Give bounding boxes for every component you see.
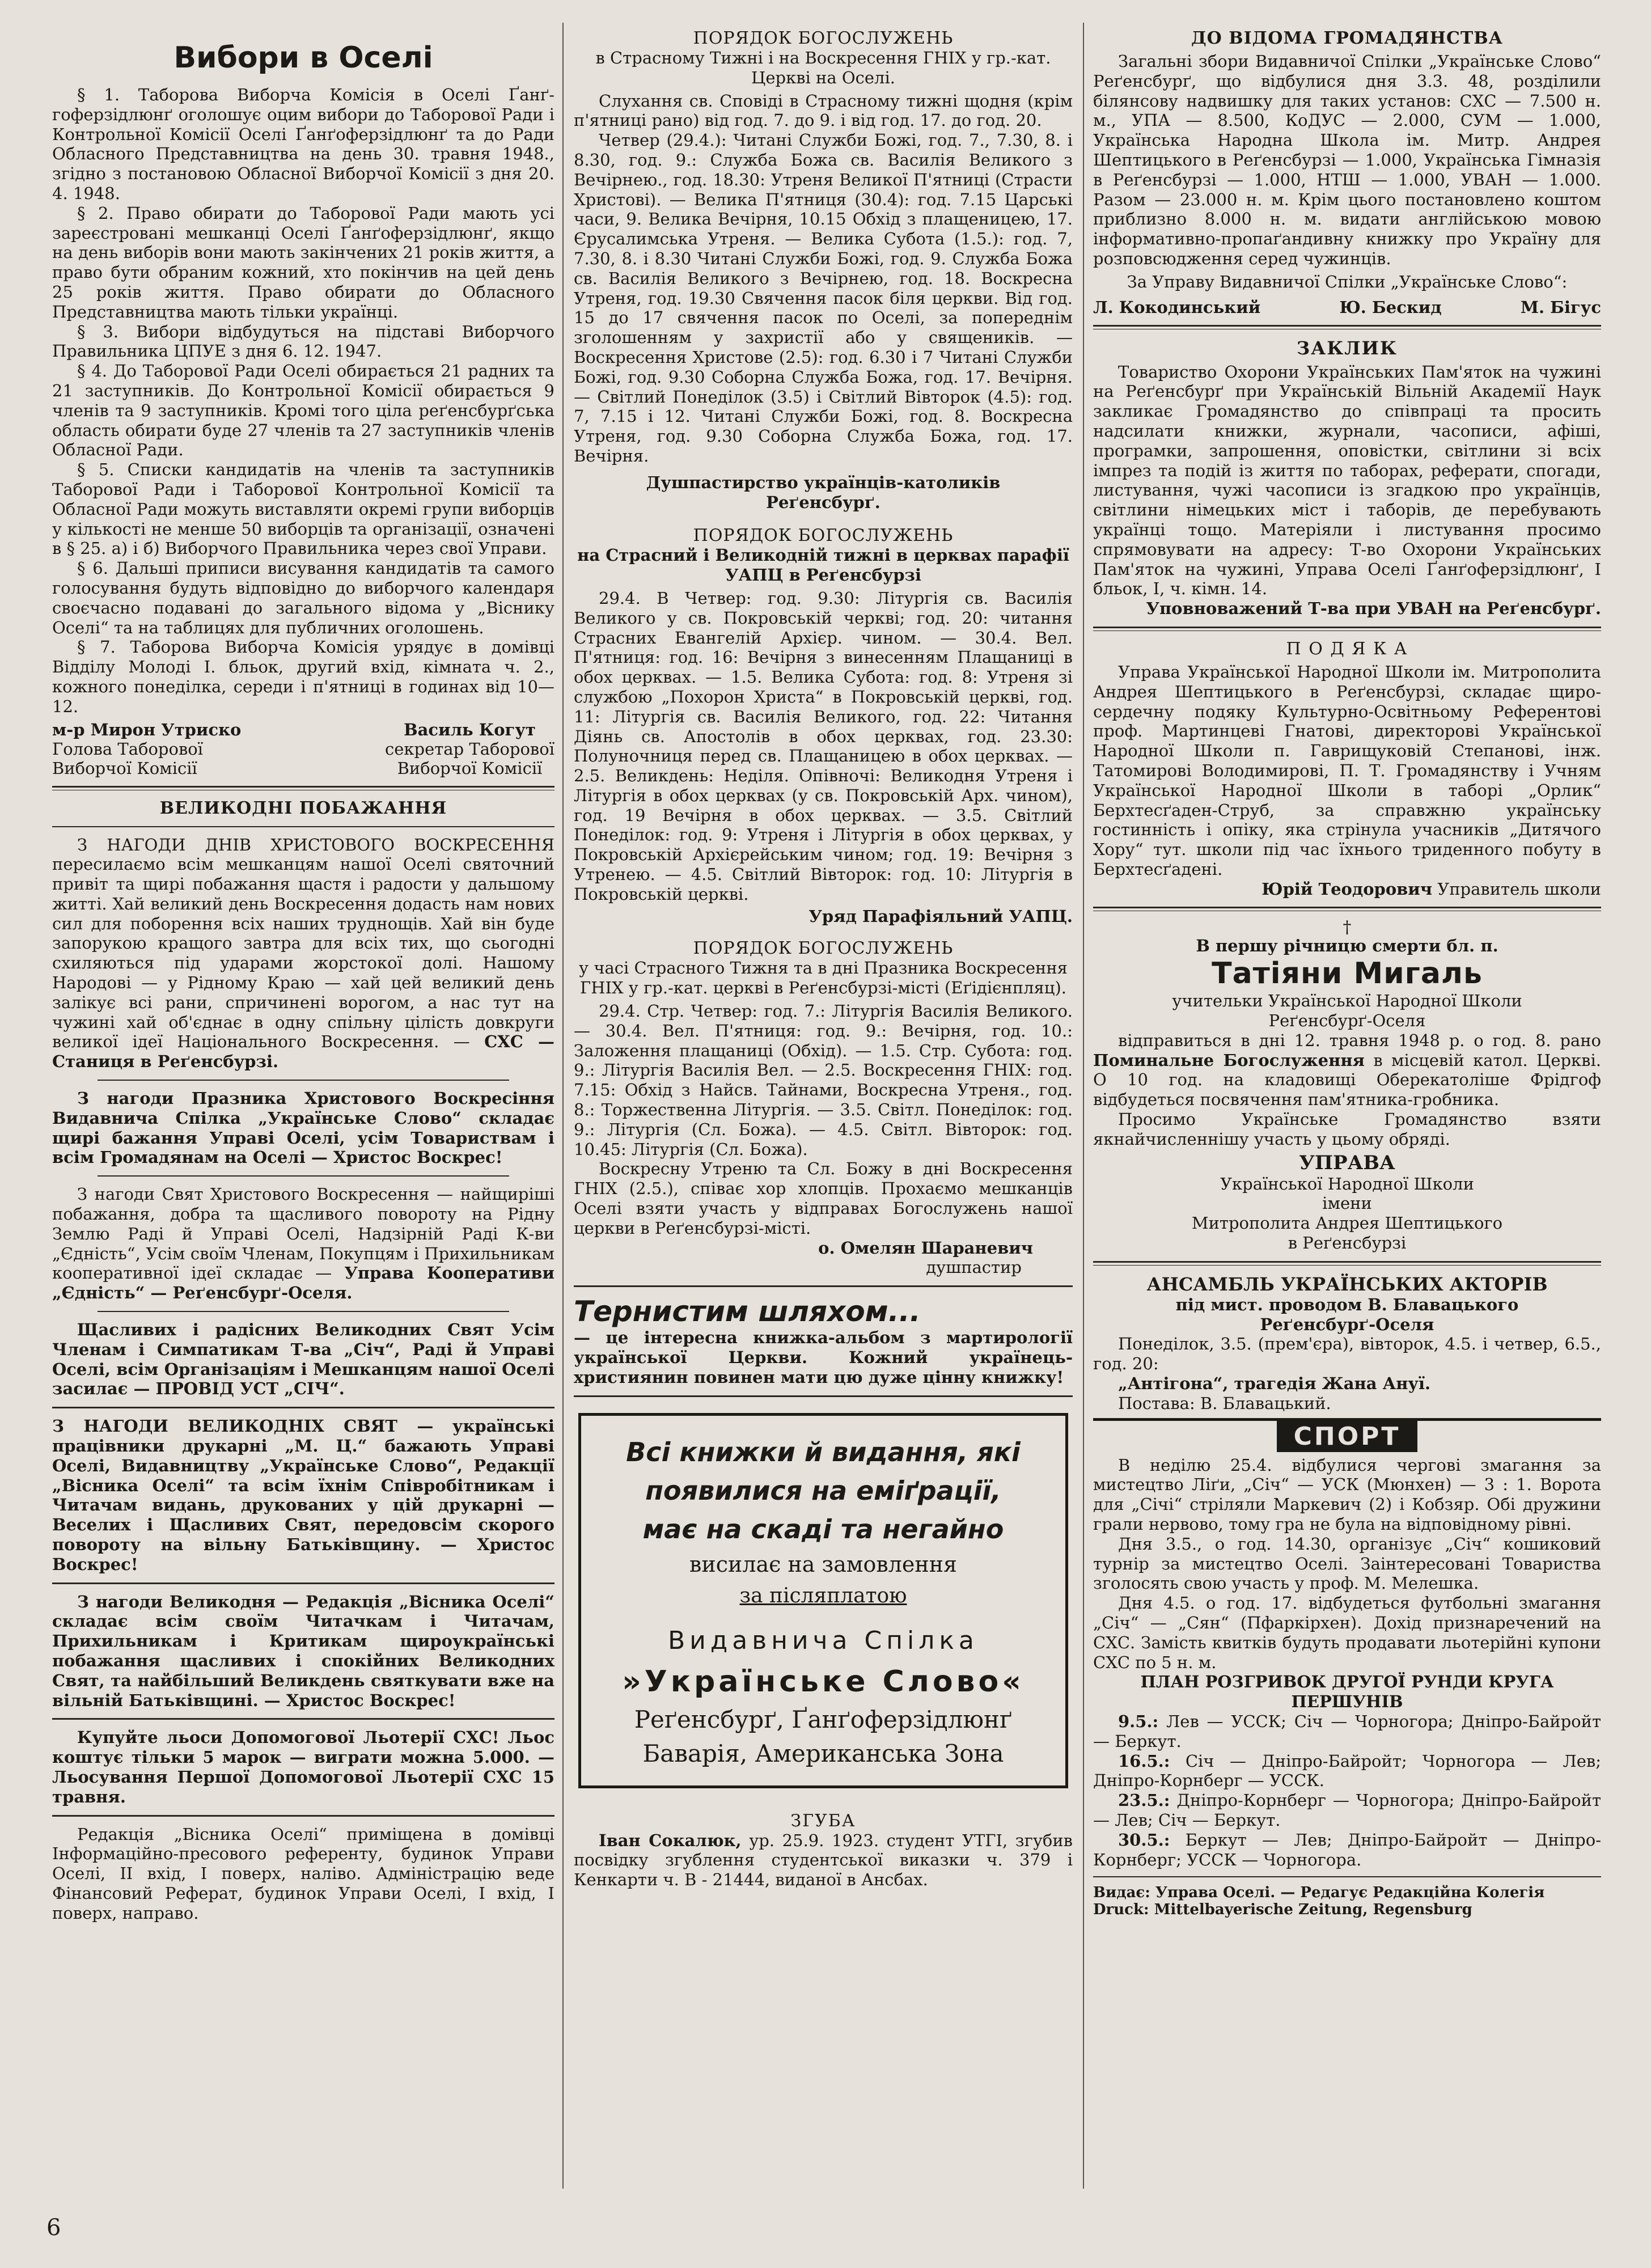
easter-para-3-text: З нагоди Свят Христового Воскресення — найщиріші побажання, добра та щасливого повороту на Рідну Землю Раді й Управі Оселі, Надзірній Раді К-ви „Єдність“, Усім своїм Членам, Покупцям і Прихильникам кооперативної ідеї складає — [52, 1184, 554, 1283]
sig-left-role2: Виборчої Комісії [52, 758, 197, 778]
svc3-subtitle: у часі Страсного Тижня та в дні Празника Воскресення ГНІХ у гр.-кат. церкві в Реґенсбурзі-місті (Еґідієнпляц). [579, 958, 1068, 998]
divider [98, 1311, 509, 1312]
book-title: Тернистим шляхом... [574, 1295, 921, 1328]
appeal-title: ЗАКЛИК [1297, 337, 1398, 359]
memorial-board-4: в Реґенсбурзі [1288, 1233, 1407, 1253]
thanks-para-1: Управа Української Народної Школи ім. Митрополита Андрея Шептицького в Реґенсбурзі, складає щиро-сердечну подяку Культурно-Освітньому Референтові проф. Мартинцеві Гнатові, директорові Української Народної Школи п. Гаврищуковій Степанові, інж. Татомирові Володимирові, П. Т. Громадянству і Учням Української Народної Школи в таборі „Орлик“ Берхтесґаден-Струб, за справжню українську гостинність і опіку, яка стрінула учасників „Дитячого Хору“ тут. школи під час їхнього триденного побуту в Берхтесґадені. [1093, 662, 1601, 879]
plan-text: Беркут — Лев; Дніпро-Байройт — Дніпро-Корнберг; УССК — Чорногора. [1093, 1830, 1601, 1869]
divider [52, 826, 554, 827]
svc2-sign: Уряд Парафіяльний УАПЦ. [808, 906, 1073, 926]
lost-text [574, 1831, 1073, 1890]
book-text: — це інтересна книжка-альбом з мартирології української Церкви. Кожний українець-християнин повинен мати цю дуже цінну книжку! [574, 1328, 1073, 1387]
sport-plan-item [1093, 1830, 1601, 1870]
sig-left-role1: Голова Таборової [52, 739, 204, 759]
appeal-para-1: Товариство Охорони Українських Пам'яток на чужині на Реґенсбурґ при Українській Вільній Академії Наук закликає Громадянство до співпраці та просить надсилати книжки, журнали, часописи, афіші, програмки, запрошення, оповістки, світлини зі всіх імпрез та подій із життя по таборах, реферати, спогади, листування, чужі часописи із згадкою про українців, світлини німецьких міст і таборів, де перебувають українці тощо. Матеріяли і листування просимо спрямовувати на адресу: Т-во Охорони Українських Пам'яток на чужині, Управа Оселі Ґанґоферзідлюнґ, I бльок, I, ч. кімн. 14. [1093, 362, 1601, 599]
ad-line-7: »Українське Слово« [622, 1664, 1025, 1699]
page-number: 6 [46, 2215, 61, 2241]
elections-para-3: § 3. Вибори відбудуться на підставі Виборчого Правильника ЦПУЕ з дня 6. 12. 1947. [52, 321, 554, 361]
plan-date: 23.5.: [1118, 1791, 1170, 1810]
column-divider-left [562, 23, 564, 2189]
sig-right-role1: секретар Таборової [384, 739, 554, 759]
divider [1093, 907, 1601, 911]
thanks-sign-role: Управитель школи [1437, 879, 1601, 899]
theatre-sub-1: під мист. проводом В. Блавацького [1175, 1294, 1519, 1314]
elections-para-1: § 1. Таборова Виборча Комісія в Оселі Ґанґ-гоферзідлюнґ оголошує оцим вибори до Таборової Ради і Контрольної Комісії Оселі Ґанґоферзідлюнґ та до Ради Обласного Представництва на день 30. травня 1948., згідно з постановою Обласної Виборчої Комісії з дня 20. 4. 1948. [52, 85, 554, 203]
svc1-para-1: Слухання св. Сповіді в Страсному тижні щодня (крім п'ятниці рано) від год. 7. до 9. і від год. 17. до год. 20. [574, 91, 1073, 130]
imprint-2: Druck: Mittelbayerische Zeitung, Regensburg [1093, 1901, 1472, 1919]
sport-para-1: В неділю 25.4. відбулися чергові змагання за мистецтво Ліґи, „Січ“ — УСК (Мюнхен) — 3 : 1. Ворота для „Січі“ стріляли Маркевич (2) і Кобзяр. Обі дружини грали нервово, тому гра не була на відповідному рівні. [1093, 1455, 1601, 1534]
divider [52, 1718, 554, 1720]
ad-line-8: Реґенсбурґ, Ґанґоферзідлюнґ [634, 1705, 1013, 1733]
divider [1093, 627, 1601, 631]
svc2-subtitle: на Страсний і Великодній тижні в церквах парафії УАПЦ в Реґенсбурзі [577, 545, 1069, 585]
ad-line-6: Видавнича Спілка [668, 1626, 979, 1655]
sport-plan-item [1093, 1791, 1601, 1830]
easter-para-4: Щасливих і радісних Великодних Свят Усім Членам і Симпатикам Т-ва „Січ“, Раді й Управі Оселі, всім Організаціям і Мешканцям нашої Оселі засилає — ПРОВІД УСТ „СІЧ“. [52, 1320, 554, 1399]
memorial-board-2: імени [1322, 1194, 1372, 1213]
elections-para-5: § 5. Списки кандидатів на членів та заступників Таборової Ради і Таборової Контрольної Комісії та Обласної Ради можуть виставляти окремі групи виборців у кількості не менше 50 виборців та організації, означені в § 25. а) і б) Виборчого Правильника через свої Управи. [52, 460, 554, 558]
sport-para-2: Дня 3.5., о год. 14.30, організує „Січ“ кошиковий турнір за мистецтво Оселі. Заінтересовані Товариства зголосять свою участь у проф. М. Мелешка. [1093, 1534, 1601, 1593]
memorial-name: Татіяни Мигаль [1212, 957, 1483, 991]
plan-date: 30.5.: [1118, 1830, 1170, 1850]
lottery-ad: Купуйте льоси Допомогової Льотерії СХС! Льос коштує тільки 5 марок — виграти можна 5.000. — Льосування Першої Допомогової Льотерії СХС 15 травня. [52, 1728, 554, 1806]
svc3-sign-role: душпастир [926, 1258, 1022, 1277]
svc1-subtitle: в Страсному Тижні і на Воскресення ГНІХ у гр.-кат. Церкві на Оселі. [595, 48, 1051, 87]
divider [52, 786, 554, 790]
easter-para-2: З нагоди Празника Христового Воскресіння Видавнича Спілка „Українське Слово“ складає щирі бажання Управі Оселі, усім Товариствам і всім Громадянам на Оселі — Христос Воскрес! [52, 1089, 554, 1167]
easter-para-3 [52, 1184, 554, 1303]
sig-left-name: м-р Мирон Утриско [52, 720, 242, 739]
lost-name: Іван Сокалюк, [599, 1830, 742, 1850]
notice-for-board: За Управу Видавничої Спілки „Українське Слово“: [1127, 272, 1568, 291]
easter-para-1 [52, 835, 554, 1072]
divider [1093, 325, 1601, 329]
elections-para-2: § 2. Право обирати до Таборової Ради мають усі зареєстровані мешканці Оселі Ґанґоферзідлюнґ, якщо на день виборів вони мають закінчених 21 років життя, а право бути обраним кожний, хто покінчив на цей день 25 років життя. Право обирати до Обласного Представництва мають тільки українці. [52, 203, 554, 321]
easter-para-1-text: З НАГОДИ ДНІВ ХРИСТОВОГО ВОСКРЕСЕННЯ пересилаємо всім мешканцям нашої Оселі святочний привіт та щирі побажання щастя і радости у дальшому житті. Хай великий день Воскресення додасть нам нових сил для поборення всіх наших труднощів. Хай він буде запорукою кращого завтра для всіх тих, що сьогодні схиляються під ударами жорстокої долі. Нашому Народові — у Рідному Краю — хай цей великий день залікує всі рани, спричинені ворогом, а нас тут на чужині хай об'єднає в одну спільну цілість довкруги великої ідеї Національного Воскресення. — [52, 835, 554, 1052]
memorial-line-2: учительки Української Народної Школи Реґенсбурґ-Оселя [1172, 991, 1522, 1031]
divider [98, 1080, 509, 1081]
sport-title: СПОРТ [1277, 1421, 1418, 1452]
notice-para-1: Загальні збори Видавничої Спілки „Українське Слово“ Реґенсбурґ, що відбулися дня 3.3. 48, розділили білянсову надвишку для таких установ: СХС — 7.500 н. м., УПА — 8.500, КоДУС — 2.000, СУМ — 1.000, Українська Народна Школа ім. Митр. Андрея Шептицького в Реґенсбурзі — 1.000, Українська Гімназія в Реґенсбурзі — 1.000, НТШ — 1.000, УВАН — 1.000. Разом — 23.000 н. м. Крім цього постановлено коштом приблизно 8.000 н. м. видати англійською мовою інформативно-пропаґандивну книжку про Україну для розповсюдження серед чужинців. [1093, 52, 1601, 268]
notice-sig-3: М. Бігус [1520, 297, 1601, 317]
divider [52, 1582, 554, 1584]
easter-title: ВЕЛИКОДНІ ПОБАЖАННЯ [159, 798, 447, 818]
memorial-cross: † [1343, 917, 1352, 938]
sport-plan-item [1093, 1712, 1601, 1751]
memorial-board-1: Української Народної Школи [1220, 1174, 1474, 1194]
theatre-director: Постава: В. Блавацький. [1118, 1393, 1331, 1413]
thanks-title: П О Д Я К А [1286, 638, 1408, 659]
column-middle [574, 28, 1073, 1890]
plan-date: 9.5.: [1118, 1711, 1159, 1731]
svc2-title: ПОРЯДОК БОГОСЛУЖЕНЬ [693, 526, 954, 546]
appeal-sign: Уповноважений Т-ва при УВАН на Реґенсбурґ. [1146, 599, 1601, 619]
publisher-ad-box [578, 1413, 1068, 1788]
easter-para-1-sign: СХС — Станиця в Реґенсбурзі. [52, 1032, 555, 1072]
sport-header [1093, 1418, 1601, 1452]
theatre-sub-2: Реґенсбурґ-Оселя [1260, 1314, 1434, 1334]
memorial-para-1a: відправиться в дні 12. травня 1948 р. о год. 8. рано [1118, 1030, 1601, 1050]
notice-signatures [1093, 298, 1601, 317]
lost-title: ЗГУБА [790, 1810, 856, 1831]
divider [574, 1395, 1073, 1397]
plan-text: Лев — УССК; Січ — Чорногора; Дніпро-Байройт — Беркут. [1093, 1711, 1601, 1751]
elections-para-7: § 7. Таборова Виборча Комісія урядує в домівці Відділу Молоді I. бльок, другий вхід, кімната ч. 2., кожного понеділка, середи і п'ятниці в годинах від 10—12. [52, 637, 554, 716]
elections-para-6: § 6. Дальші приписи висування кандидатів та самого голосування будуть відповідно до виборчого календаря своєчасно подавані до загального відома у „Віснику Оселі“ та на таблицях для публичних оголошень. [52, 558, 554, 637]
sig-right-role2: Виборчої Комісії [397, 758, 543, 778]
theatre-para-1: Понеділок, 3.5. (прем'єра), вівторок, 4.5. і четвер, 6.5., год. 20: [1093, 1334, 1601, 1374]
editorial-office-note: Редакція „Вісника Оселі“ приміщена в домівці Інформаційно-пресового референту, будинок Управи Оселі, II вхід, I поверх, наліво. Адміністрацію веде Фінансовий Реферат, будинок Управи Оселі, I вхід, I поверх, направо. [52, 1824, 554, 1923]
lost-details: ур. 25.9. 1923. студент УТГІ, згубив посвідку згублення студентської виказки ч. 379 і Кенкарти ч. В - 21444, виданої в Ансбах. [574, 1830, 1073, 1890]
divider [574, 1285, 1073, 1287]
plan-text: Дніпро-Корнберг — Чорногора; Дніпро-Байройт — Лев; Січ — Беркут. [1093, 1791, 1602, 1830]
elections-signatures [52, 720, 554, 778]
plan-date: 16.5.: [1118, 1751, 1170, 1771]
divider [52, 1407, 554, 1408]
ad-line-9: Баварія, Американська Зона [642, 1739, 1004, 1767]
svc2-para-1: 29.4. В Четвер: год. 9.30: Літургія св. Василія Великого у св. Покровській черкві; год. 20: читання Страсних Евангелій Архієр. чином. — 30.4. Вел. П'ятниця: год. 16: Вечірня з винесенням Плащаниці в обох церквах. — 1.5. Велика Субота: год. 8: Утреня зі службою „Похорон Христа“ в Покровській церкві, год. 11: Літургія св. Василія Великого, год. 22: Читання Діянь св. Апостолів в обох церквах, год. 23.30: Полуночниця перед св. Плащаницею в обох церквах. — 2.5. Великдень: Неділя. Опівночі: Великодня Утреня і Літургія в обох церквах (у св. Покровській Арх. чином), год. 19 Вечірня в обох церквах. — 3.5. Світлий Понеділок: год. 9: Утреня і Літургія в обох церквах, у Покровській Архієрейським чином; год. 19: Вечірня з Утренею. — 4.5. Світлий Вівторок: год. 10: Літургія в Покровській церкві. [574, 588, 1073, 904]
notice-title: ДО ВІДОМА ГРОМАДЯНСТВА [1191, 28, 1504, 48]
column-left [52, 28, 554, 1923]
divider [1093, 1876, 1601, 1877]
ad-line-2: появилися на еміґрації, [645, 1475, 1001, 1506]
easter-para-6: З нагоди Великодня — Редакція „Вісника Оселі“ складає всім своїм Читачкам і Читачам, Прихильникам і Критикам щироукраїнські побажання щасливих і спокійних Великодних Свят, та найбільший Великдень святкувати вже на вільній Батьківщині. — Христос Воскрес! [52, 1592, 554, 1710]
memorial-line-1: В першу річницю смерти бл. п. [1196, 936, 1498, 956]
ad-line-5: за післяплатою [739, 1584, 907, 1607]
sport-para-3: Дня 4.5. о год. 17. відбудеться футбольні змагання „Січ“ — „Сян“ (Пфаркірхен). Дохід признаречений на СХС. Замість квитків будуть продавати льотерійні купони СХС по 5 н. м. [1093, 1593, 1601, 1672]
sport-plan-title: ПЛАН РОЗГРИВОК ДРУГОЇ РУНДИ КРУГА ПЕРШУНІВ [1140, 1672, 1554, 1712]
ad-line-4: висилає на замовлення [689, 1551, 957, 1577]
memorial-para-1 [1093, 1031, 1601, 1110]
easter-para-3-sign: Управа Кооперативи „Єдність“ — Реґенсбурґ-Оселя. [52, 1263, 554, 1303]
theatre-title: АНСАМБЛЬ УКРАЇНСЬКИХ АКТОРІВ [1146, 1273, 1548, 1295]
svc3-title: ПОРЯДОК БОГОСЛУЖЕНЬ [693, 938, 954, 959]
svc1-title: ПОРЯДОК БОГОСЛУЖЕНЬ [693, 28, 954, 48]
easter-para-5-head: З НАГОДИ ВЕЛИКОДНІХ СВЯТ — [52, 1416, 434, 1436]
theatre-play: „Антігона“, трагедія Жана Ануї. [1118, 1374, 1431, 1394]
svc3-sign-name: о. Омелян Шараневич [818, 1238, 1033, 1258]
thanks-sign-name: Юрій Теодорович [1261, 879, 1433, 899]
easter-para-5 [52, 1416, 554, 1574]
sig-right-name: Василь Когут [404, 720, 536, 739]
easter-para-5-text: українські працівники друкарні „М. Ц.“ бажають Управі Оселі, Видавництву „Українське Слово“, Редакції „Вісника Оселі“ та всім їхнім Співробітникам і Читачам видань, друкованих у цій друкарні — Веселих і Щасливих Свят, передовсім скорого повороту на вільну Батьківщину. — Христос Воскрес! [52, 1416, 554, 1574]
svc1-sign: Душпастирство українців-католиків Реґенсбурґ. [646, 472, 1001, 512]
memorial-para-1c: в місцевій катол. Церкві. О 10 год. на кладовищі Оберекатоліше Фрідгоф відбудеться посвячення пам'ятника-гробника. [1093, 1050, 1601, 1110]
imprint-1: Видає: Управа Оселі. — Редагує Редакційна Колегія [1093, 1884, 1545, 1902]
sport-plan-list [1093, 1712, 1601, 1869]
svc3-sign [574, 1238, 1073, 1278]
elections-para-4: § 4. До Таборової Ради Оселі обирається 21 радних та 21 заступників. До Контрольної Комісії обирається 9 членів та 9 заступників. Кромі того ціла реґенсбурґська область обирати буде 27 членів та 27 заступників членів Обласної Ради. [52, 361, 554, 460]
divider [1093, 1261, 1601, 1266]
divider [52, 1815, 554, 1817]
thanks-sign [1093, 879, 1601, 899]
elections-title: Вибори в Оселі [173, 41, 433, 75]
column-right [1093, 28, 1601, 1918]
memorial-board-3: Митрополита Андрея Шептицького [1191, 1213, 1503, 1233]
memorial-para-1b: Поминальне Богослуження [1093, 1050, 1365, 1070]
ad-line-3: має на скаді та негайно [642, 1513, 1004, 1545]
svc3-para-2: Воскресну Утреню та Сл. Божу в дні Воскресення ГНІХ (2.5.), співає хор хлопців. Прохаємо мешканців Оселі взяти участь у відправах Богослужень нашої церкви в Реґенсбурзі-місті. [574, 1159, 1073, 1238]
column-divider-right [1083, 23, 1084, 2189]
plan-text: Січ — Дніпро-Байройт; Чорногора — Лев; Дніпро-Корнберг — УССК. [1093, 1751, 1601, 1791]
svc1-para-2: Четвер (29.4.): Читані Служби Божі, год. 7., 7.30, 8. і 8.30, год. 9.: Служба Божа св. Василія Великого з Вечірнею., год. 18.30: Утреня Великої П'ятниці (Страсти Христові). — Велика П'ятниця (30.4): год. 7.15 Царські часи, 9. Велика Вечірня, 10.15 Обхід з плащеницею, 17. Єрусалимська Утреня. — Велика Субота (1.5.): год. 7, 7.30, 8. і 8.30 Читані Служби Божі, год. 9. Служба Божа св. Василія Великого з Вечірнею, год. 18. Воскресна Утреня, год. 19.30 Свячення пасок біля церкви. Від год. 15 до 17 свячення пасок по Оселі, за попереднім зголошенням у захристії або у священиків. — Воскресення Христове (2.5): год. 6.30 і 7 Читані Служби Божі, год. 9.30 Соборна Служба Божа, год. 17. Вечірня. — Світлий Понеділок (3.5) і Світлий Вівторок (4.5): год. 7, 7.15 і 12. Читані Служби Божі, год. 8. Воскресна Утреня, год. 9.30 Соборна Служба Божа, год. 17. Вечірня. [574, 130, 1073, 466]
divider [98, 1175, 509, 1177]
notice-sig-2: Ю. Бескид [1339, 297, 1442, 317]
svc3-para-1: 29.4. Стр. Четвер: год. 7.: Літургія Василія Великого. — 30.4. Вел. П'ятниця: год. 9.: Вечірня, год. 10.: Заложення плащаниці (Обхід). — 1.5. Стр. Субота: год. 9.: Літургія Василія Вел. — 2.5. Воскресення ГНІХ: год. 7.15: Обхід з Найсв. Тайнами, Воскресна Утреня., год. 8.: Торжественна Літургія. — 3.5. Світл. Понеділок: год. 9.: Літургія (Сл. Божа). — 4.5. Світл. Вівторок: год. 10.45: Літургія (Сл. Божа). [574, 1001, 1073, 1159]
memorial-board-title: УПРАВА [1299, 1151, 1395, 1174]
sport-plan-item [1093, 1751, 1601, 1791]
ad-line-1: Всі книжки й видання, які [626, 1436, 1021, 1467]
memorial-para-2: Просимо Українське Громадянство взяти якнайчисленнішу участь у цьому обряді. [1093, 1110, 1601, 1149]
notice-sig-1: Л. Кокодинський [1093, 297, 1261, 317]
